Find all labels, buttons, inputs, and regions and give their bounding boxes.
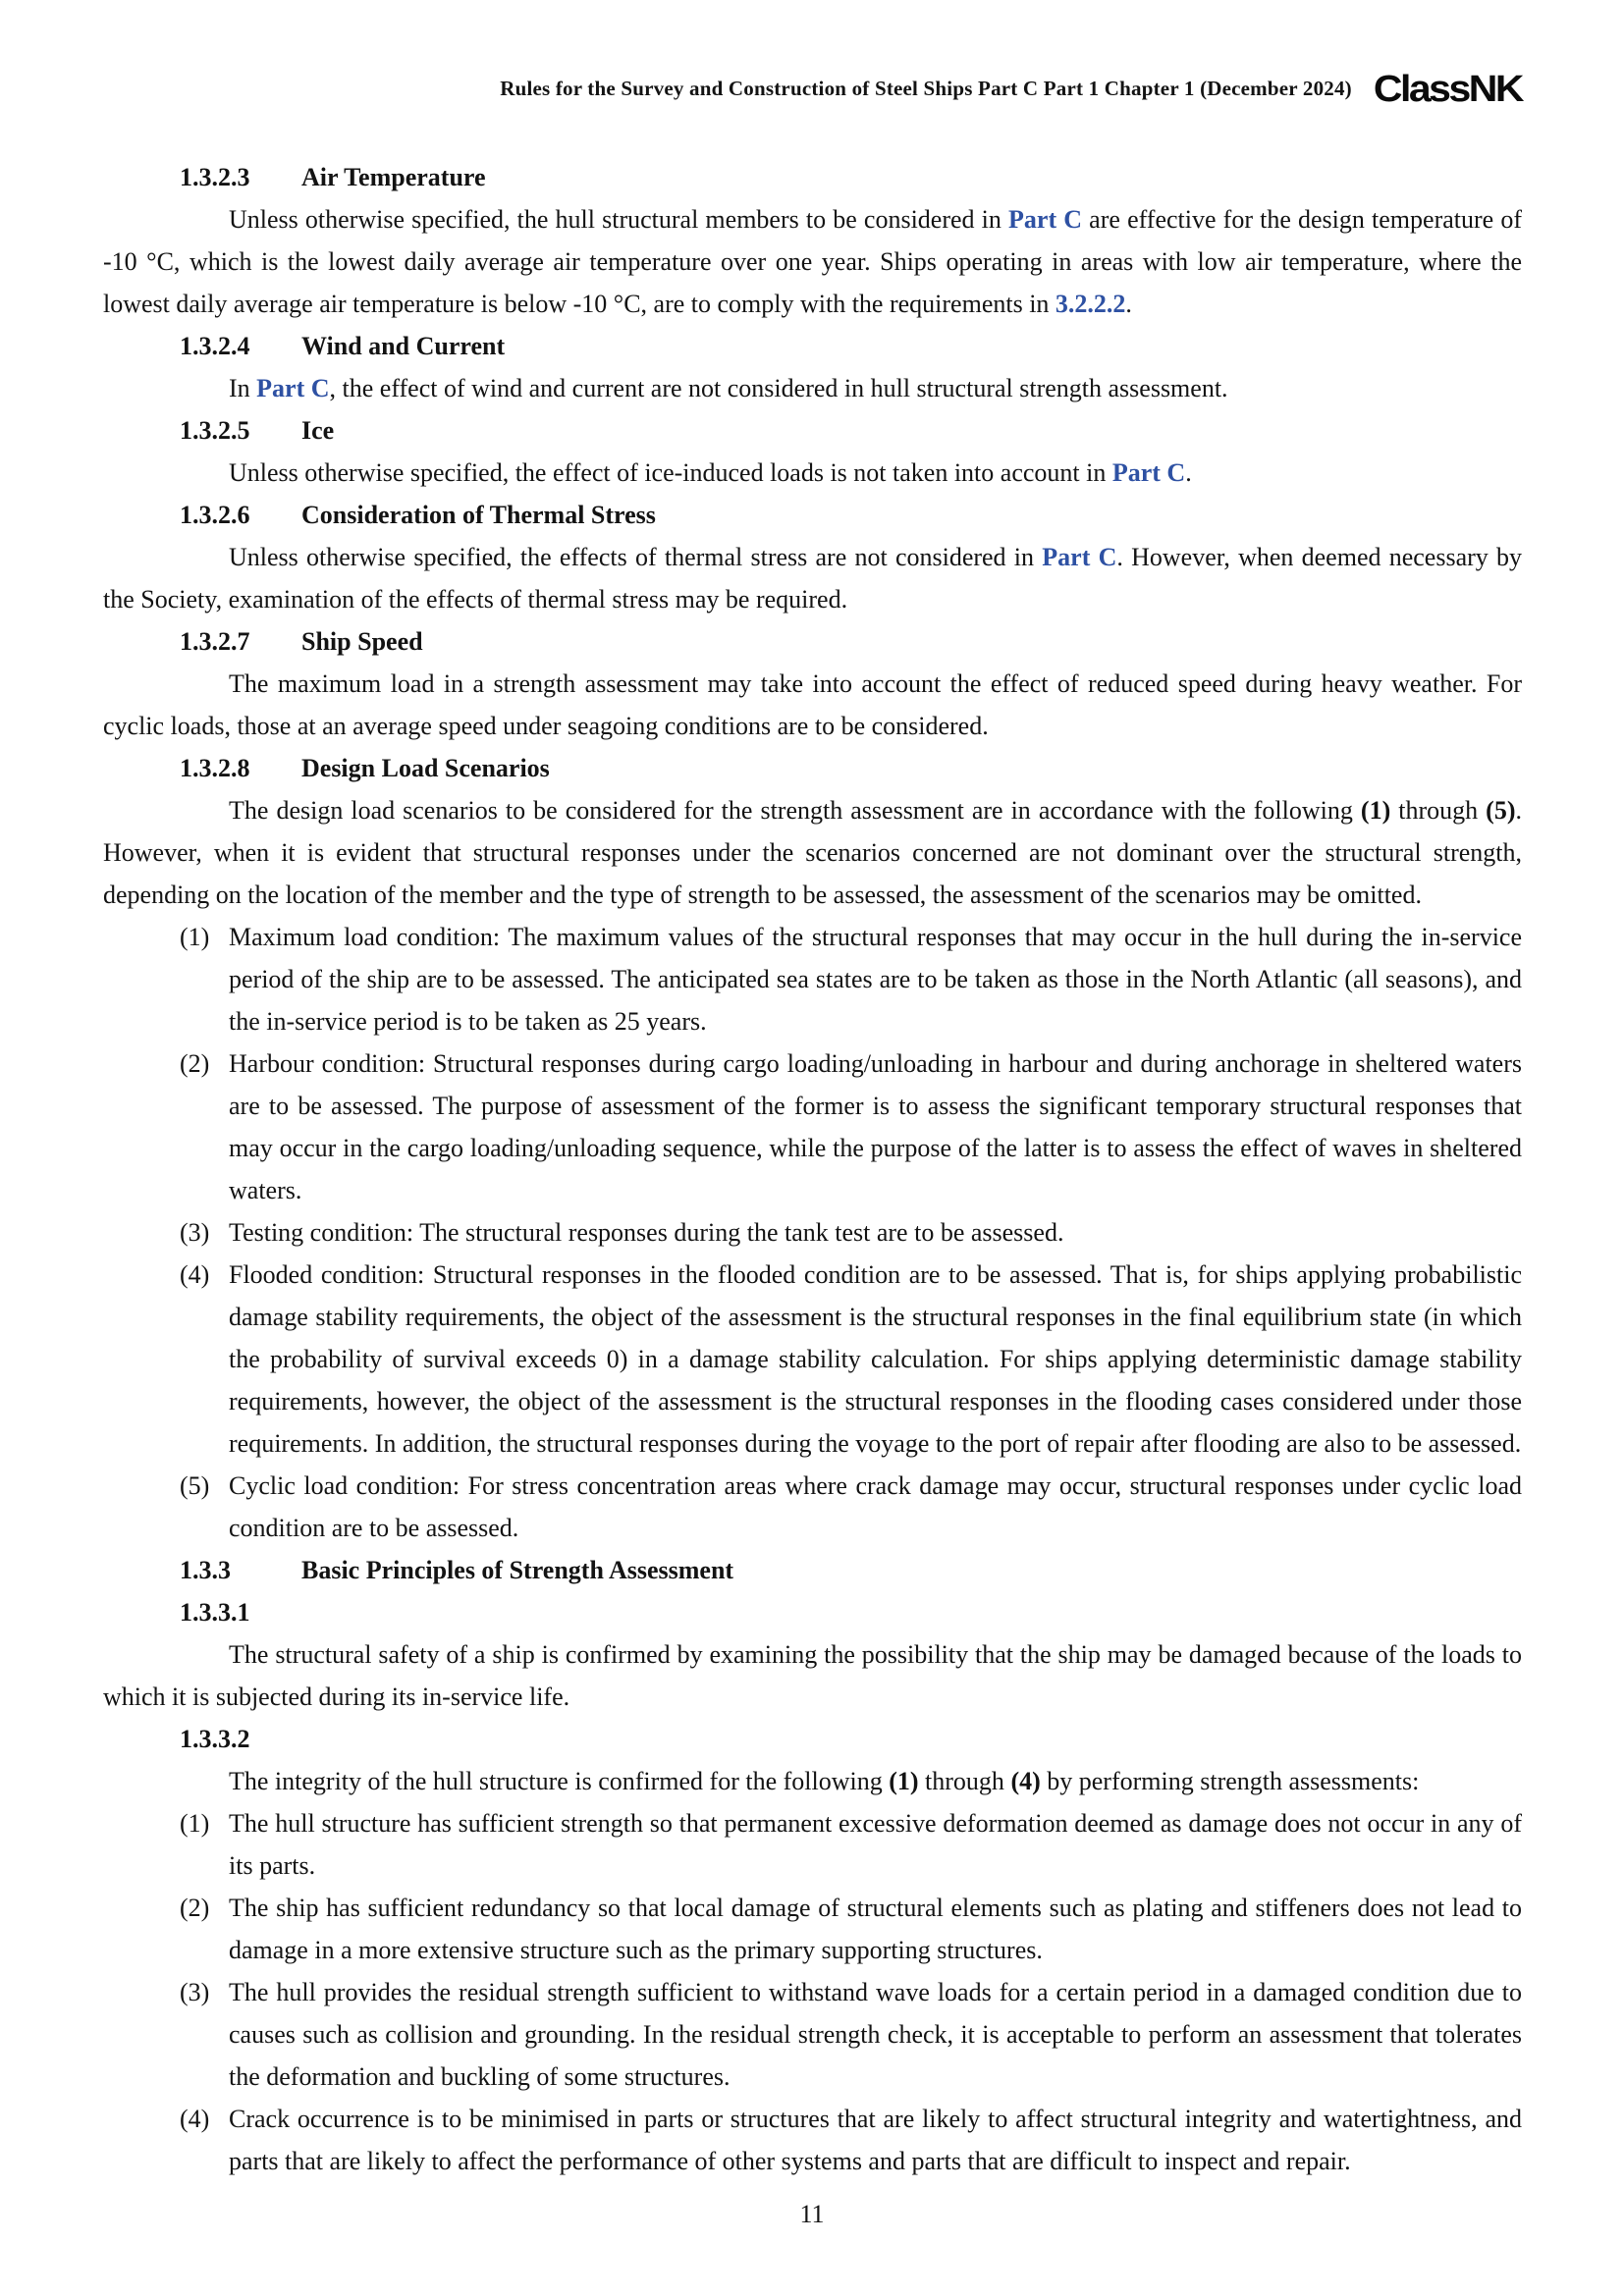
text-run: Crack occurrence is to be minimised in parts or structures that are likely to affect structural integrity and watertightness, and parts that are likely to affect the performance of other systems and parts that are difficult to inspect and repair. — [229, 2105, 1522, 2175]
list-marker: (2) — [180, 1894, 210, 1922]
paragraph — [103, 452, 1522, 494]
text-run: The design load scenarios to be considered for the strength assessment are in accordance with the following — [229, 796, 1361, 825]
section-heading-1.3.2.8 — [103, 747, 1522, 789]
list-item-text — [229, 1802, 1522, 1887]
cross-reference-link[interactable]: Part C — [1008, 205, 1083, 234]
paragraph — [103, 1760, 1522, 1802]
text-run: Unless otherwise specified, the hull structural members to be considered in — [229, 205, 1009, 234]
section-number: 1.3.3 — [180, 1556, 231, 1584]
text-run: Unless otherwise specified, the effect of ice-induced loads is not taken into account in — [229, 458, 1112, 487]
section-number: 1.3.2.8 — [180, 754, 250, 782]
paragraph — [103, 367, 1522, 409]
list-item-3 — [103, 1971, 1522, 2098]
list-marker: (4) — [180, 2105, 210, 2133]
section-title: Consideration of Thermal Stress — [301, 501, 656, 529]
list-item-text — [229, 1254, 1522, 1465]
text-run: In — [229, 374, 257, 402]
list-item-4 — [103, 1254, 1522, 1465]
section-title: Basic Principles of Strength Assessment — [301, 1556, 734, 1584]
section-heading-1.3.3.1 — [103, 1591, 1522, 1633]
list-item-text — [229, 916, 1522, 1042]
text-run: . However, when it is evident that structural responses under the scenarios concerned are not dominant over the structural strength, depending on the location of the member and the type of strength to be assessed, the assessment of the scenarios may be omitted. — [103, 796, 1522, 909]
list-marker: (4) — [180, 1260, 210, 1289]
text-run: The hull structure has sufficient strength so that permanent excessive deformation deemed as damage does not occur in any of its parts. — [229, 1809, 1522, 1880]
section-number: 1.3.3.2 — [180, 1725, 250, 1753]
list-marker: (3) — [180, 1978, 210, 2006]
paragraph — [103, 536, 1522, 620]
classnk-logo: ClassNK — [1373, 67, 1522, 110]
section-number: 1.3.2.7 — [180, 627, 250, 656]
list-marker: (3) — [180, 1218, 210, 1247]
list-item-text — [229, 1211, 1522, 1254]
page-number: 11 — [799, 2200, 825, 2228]
section-heading-1.3.2.4 — [103, 325, 1522, 367]
list-item-3 — [103, 1211, 1522, 1254]
list-item-2 — [103, 1887, 1522, 1971]
section-number: 1.3.2.5 — [180, 416, 250, 445]
list-marker: (1) — [180, 923, 210, 951]
text-run: The ship has sufficient redundancy so that local damage of structural elements such as plating and stiffeners does not lead to damage in a more extensive structure such as the primary supporting structures. — [229, 1894, 1522, 1964]
section-title: Design Load Scenarios — [301, 754, 550, 782]
document-body — [103, 156, 1522, 2182]
text-run: . However, when deemed necessary by the Society, examination of the effects of thermal stress may be required. — [103, 543, 1523, 614]
section-number: 1.3.2.4 — [180, 332, 250, 360]
bold-text: (5) — [1486, 796, 1516, 825]
text-run: . — [1185, 458, 1192, 487]
paragraph — [103, 1633, 1522, 1718]
paragraph — [103, 663, 1522, 747]
text-run: The integrity of the hull structure is confirmed for the following — [229, 1767, 890, 1795]
text-run: The structural safety of a ship is confirmed by examining the possibility that the ship may be damaged because of the loads to which it is subjected during its in-service life. — [103, 1640, 1522, 1711]
list-item-text — [229, 1971, 1522, 2098]
text-run: Harbour condition: Structural responses during cargo loading/unloading in harbour and during anchorage in sheltered waters are to be assessed. The purpose of assessment of the former is to assess the significant temporary structural responses that may occur in the cargo loading/unloading sequence, while the purpose of the latter is to assess the effect of waves in sheltered waters. — [229, 1049, 1522, 1204]
text-run: Flooded condition: Structural responses in the flooded condition are to be assessed. That is, for ships applying probabilistic damage stability requirements, the object of the assessment is the structural responses in the final equilibrium state (in which the probability of survival exceeds 0) in a damage stability calculation. For ships applying deterministic damage stability requirements, however, the object of the assessment is the structural responses in the flooding cases considered under those requirements. In addition, the structural responses during the voyage to the port of repair after flooding are also to be assessed. — [229, 1260, 1522, 1458]
cross-reference-link[interactable]: 3.2.2.2 — [1055, 290, 1126, 318]
section-title: Ice — [301, 416, 335, 445]
list-marker: (1) — [180, 1809, 210, 1838]
text-run: through — [1390, 796, 1487, 825]
list-item-text — [229, 1042, 1522, 1211]
list-item-5 — [103, 1465, 1522, 1549]
list-item-text — [229, 1887, 1522, 1971]
list-marker: (2) — [180, 1049, 210, 1078]
text-run: Maximum load condition: The maximum values of the structural responses that may occur in the hull during the in-service period of the ship are to be assessed. The anticipated sea states are to be taken as those in the North Atlantic (all seasons), and the in-service period is to be taken as 25 years. — [229, 923, 1522, 1036]
section-heading-1.3.3 — [103, 1549, 1522, 1591]
text-run: Cyclic load condition: For stress concentration areas where crack damage may occur, structural responses under cyclic load condition are to be assessed. — [229, 1471, 1522, 1542]
text-run: , the effect of wind and current are not considered in hull structural strength assessment. — [329, 374, 1228, 402]
text-run: The hull provides the residual strength sufficient to withstand wave loads for a certain period in a damaged condition due to causes such as collision and grounding. In the residual strength check, it is acceptable to perform an assessment that tolerates the deformation and buckling of some structures. — [229, 1978, 1522, 2091]
text-run: by performing strength assessments: — [1040, 1767, 1420, 1795]
bold-text: (1) — [1360, 796, 1391, 825]
list-item-2 — [103, 1042, 1522, 1211]
text-run: through — [918, 1767, 1011, 1795]
section-heading-1.3.2.7 — [103, 620, 1522, 663]
paragraph — [103, 789, 1522, 916]
section-number: 1.3.2.3 — [180, 163, 250, 191]
section-number: 1.3.3.1 — [180, 1598, 250, 1627]
text-run: Testing condition: The structural responses during the tank test are to be assessed. — [229, 1218, 1064, 1247]
list-marker: (5) — [180, 1471, 210, 1500]
bold-text: (1) — [889, 1767, 919, 1795]
page-header — [103, 69, 1522, 109]
list-item-text — [229, 1465, 1522, 1549]
section-title: Ship Speed — [301, 627, 423, 656]
running-head-title: Rules for the Survey and Construction of Steel Ships Part C Part 1 Chapter 1 (December 2024) — [500, 77, 1352, 100]
bold-text: (4) — [1010, 1767, 1041, 1795]
section-title: Air Temperature — [301, 163, 486, 191]
section-heading-1.3.3.2 — [103, 1718, 1522, 1760]
cross-reference-link[interactable]: Part C — [1042, 543, 1117, 571]
section-heading-1.3.2.6 — [103, 494, 1522, 536]
cross-reference-link[interactable]: Part C — [256, 374, 330, 402]
section-heading-1.3.2.3 — [103, 156, 1522, 198]
text-run: are effective for the design temperature of -10 °C, which is the lowest daily average air temperature over one year. Ships operating in areas with low air temperature, where the lowest daily average air temperature is below -10 °C, are to comply with the requirements in — [103, 205, 1522, 318]
list-item-text — [229, 2098, 1522, 2182]
section-heading-1.3.2.5 — [103, 409, 1522, 452]
list-item-1 — [103, 916, 1522, 1042]
text-run: The maximum load in a strength assessment may take into account the effect of reduced speed during heavy weather. For cyclic loads, those at an average speed under seagoing conditions are to be considered. — [103, 669, 1522, 740]
cross-reference-link[interactable]: Part C — [1111, 458, 1186, 487]
list-item-1 — [103, 1802, 1522, 1887]
section-number: 1.3.2.6 — [180, 501, 250, 529]
text-run: . — [1125, 290, 1132, 318]
list-item-4 — [103, 2098, 1522, 2182]
paragraph — [103, 198, 1522, 325]
text-run: Unless otherwise specified, the effects of thermal stress are not considered in — [229, 543, 1043, 571]
section-title: Wind and Current — [301, 332, 506, 360]
